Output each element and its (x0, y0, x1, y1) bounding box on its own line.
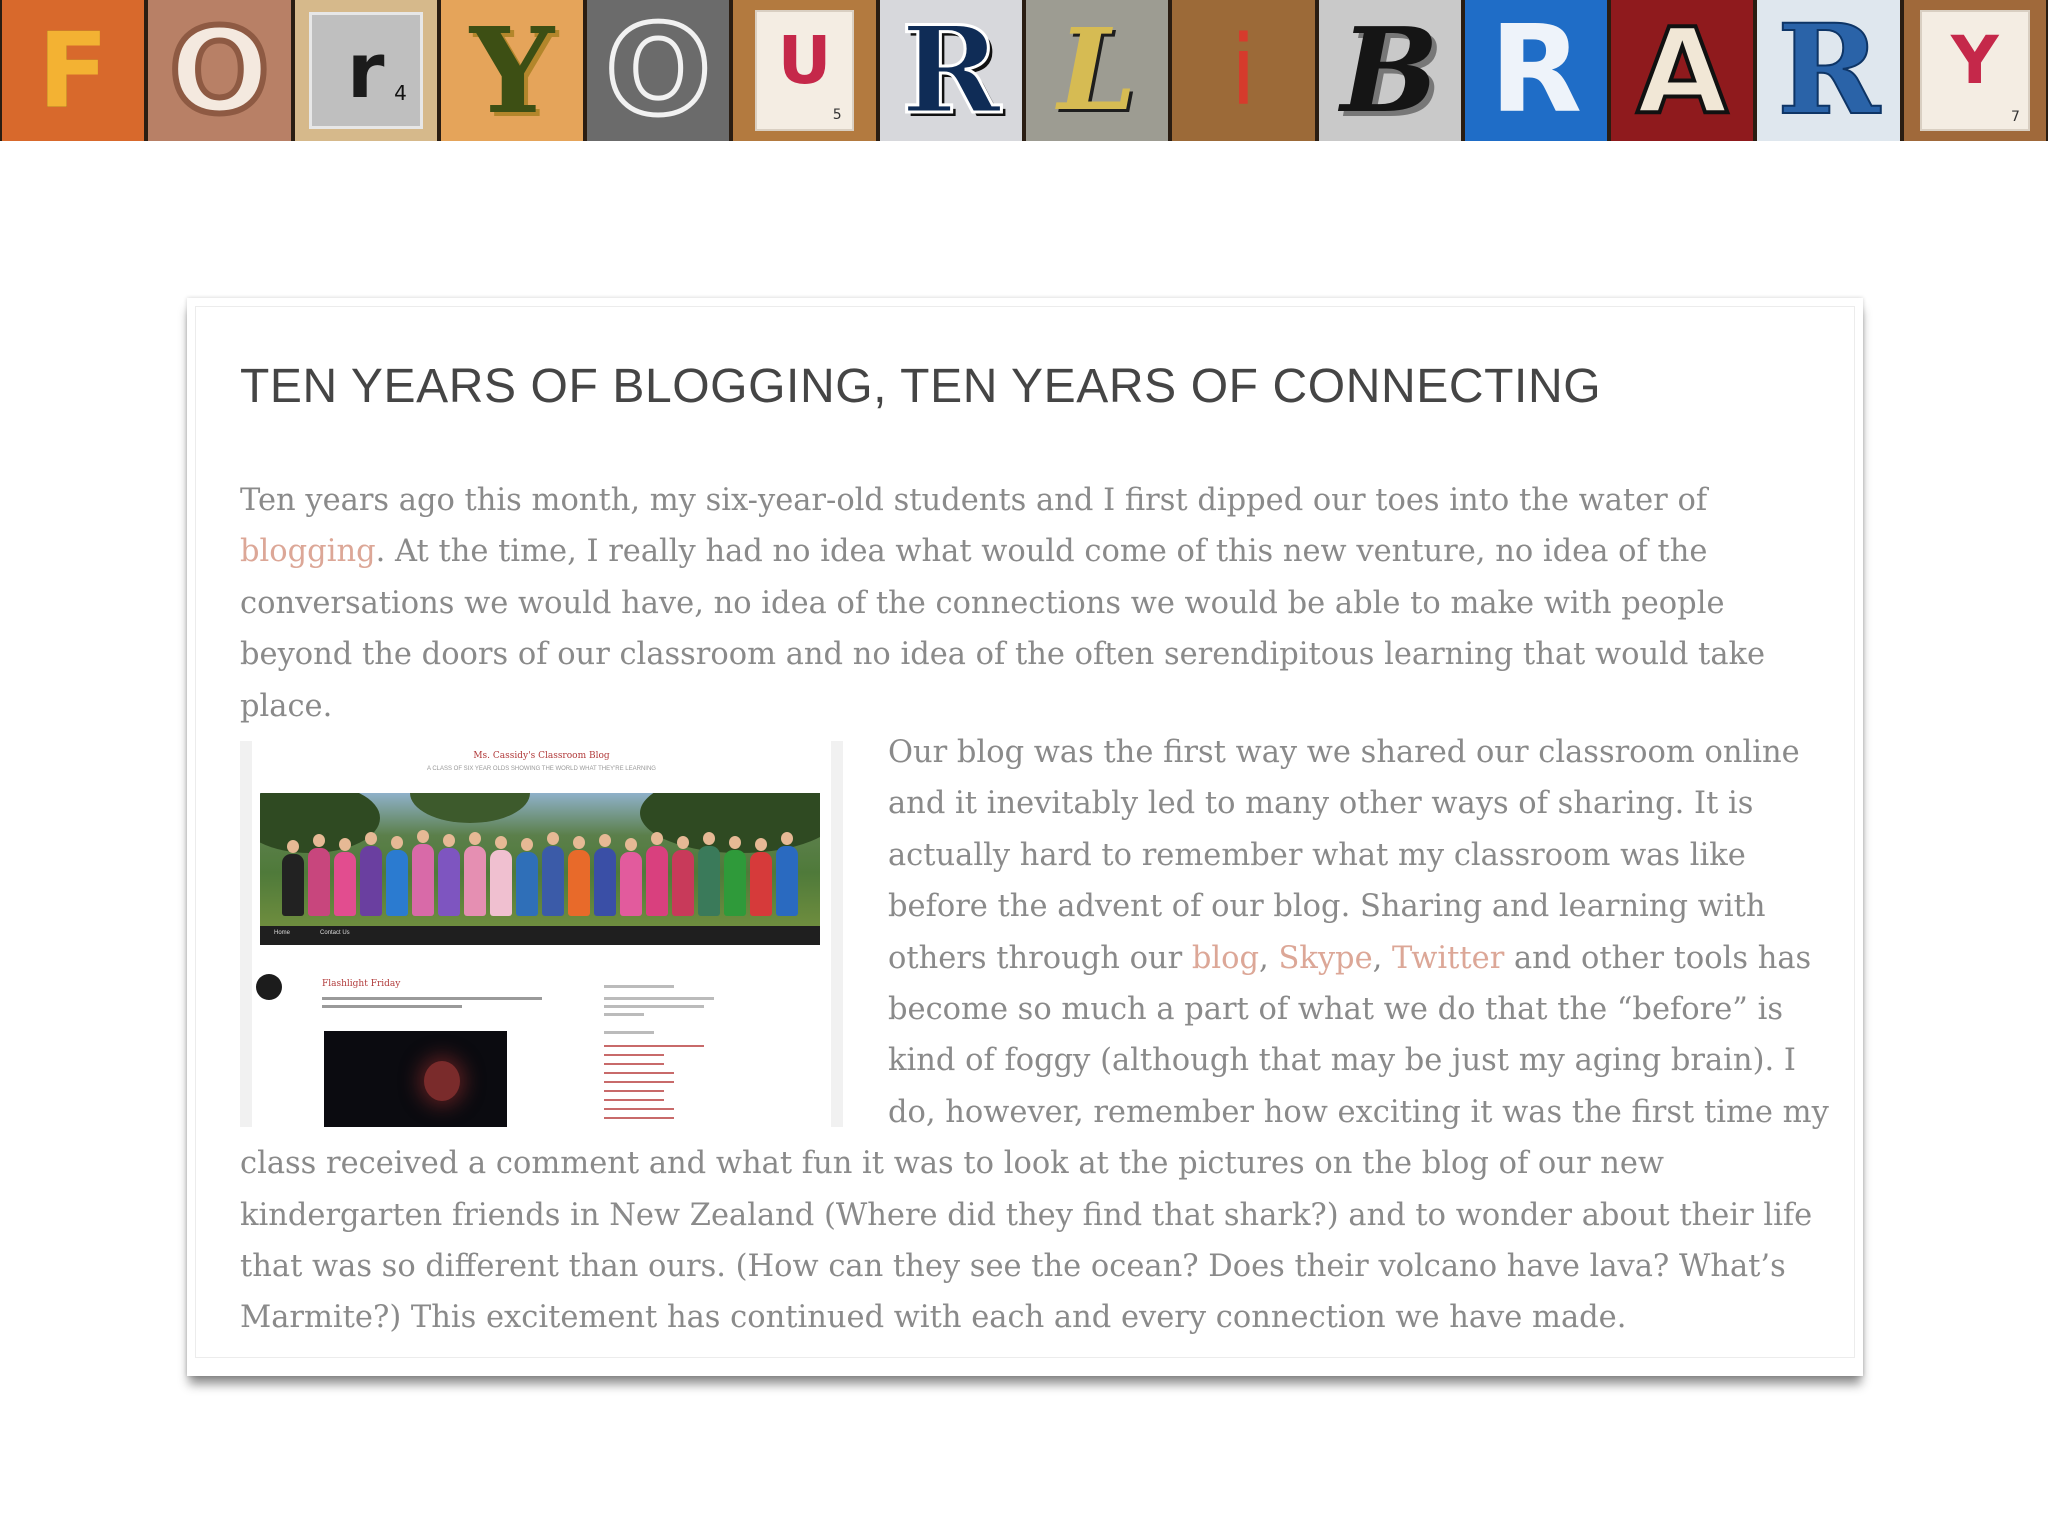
blog-tagline: A CLASS OF SIX YEAR OLDS SHOWING THE WORLD WHAT THEY'RE LEARNING (427, 766, 656, 772)
letter-tile (439, 0, 585, 141)
blog-page-preview (252, 741, 831, 1127)
post-date-badge (256, 974, 282, 1000)
tile-letter: i (1230, 14, 1257, 127)
blog-nav-home: Home (274, 930, 291, 936)
blogging-link[interactable]: blogging (240, 534, 376, 570)
body-paragraph (240, 727, 1840, 1344)
tile-letter: L (1057, 4, 1137, 136)
letter-tile (1170, 0, 1316, 141)
tile-letter: R (1776, 0, 1881, 141)
tile-letter: O (605, 0, 711, 141)
letter-tile (1317, 0, 1463, 141)
tile-letter: F (37, 9, 109, 132)
blog-title: Ms. Cassidy's Classroom Blog (473, 751, 610, 761)
post-title: Flashlight Friday (322, 979, 401, 989)
tile-letter: Y (469, 0, 555, 140)
letter-tile (1609, 0, 1755, 141)
article-card (187, 298, 1863, 1376)
letter-tile (1463, 0, 1609, 141)
letter-tile (1755, 0, 1901, 141)
tile-letter: O (169, 1, 270, 140)
paragraph-text: Our blog was the first way we shared our classroom online and it inevitably led to many other ways of sharing. It is actually hard to remember what my classroom was like before the advent of our blog. Sharing and learning with others through our (888, 735, 1800, 976)
post-photo (324, 1031, 507, 1127)
tile-letter: B (1340, 2, 1439, 139)
separator: , (1259, 940, 1279, 976)
letter-tile (585, 0, 731, 141)
tile-letter: R (1489, 0, 1583, 140)
letter-tile (878, 0, 1024, 141)
tile-number: 4 (394, 81, 407, 105)
tile-number: 7 (2011, 109, 2020, 125)
letter-tile (293, 0, 439, 141)
blog-link[interactable]: blog (1191, 940, 1260, 976)
tile-letter: r (346, 25, 385, 115)
separator: , (1372, 940, 1393, 976)
letter-tile (1024, 0, 1170, 141)
tile-number: 5 (832, 107, 842, 123)
paragraph-text: . At the time, I really had no idea what would come of this new venture, no idea of the conversations we would have, no idea of the connections we would be able to make with people beyond the doors of our classroom and no idea of the often serendipitous learning that would take place. (240, 534, 1766, 724)
article-title: TEN YEARS OF BLOGGING, TEN YEARS OF CONNECTING (240, 360, 1602, 413)
intro-paragraph (240, 475, 1800, 732)
blog-nav-bar (260, 926, 820, 945)
classroom-blog-screenshot (240, 741, 843, 1127)
tile-letter: R (900, 0, 1001, 141)
tile-letter: U (777, 21, 832, 99)
paragraph-text: Ten years ago this month, my six-year-old students and I first dipped our toes into the water of (240, 483, 1708, 518)
article-frame (195, 306, 1855, 1358)
skype-link[interactable]: Skype (1278, 940, 1373, 976)
tile-letter: Y (1950, 21, 1999, 99)
twitter-link[interactable]: Twitter (1392, 940, 1505, 976)
blog-nav-contact: Contact Us (320, 930, 350, 936)
tile-letter: A (1636, 1, 1728, 140)
paragraph-text: and other tools has become so much a part of what we do that the “before” is kind of foggy (although that may be just my aging brain). I do, however, remember how exciting it was the first time my class received a comment and what fun it was to look at the pictures on the blog of our new kindergarten friends in New Zealand (Where did they find that shark?) and to wonder about their life that was so different than ours. (How can they see the ocean? Does their volcano have lava? What’s Marmite?) This excitement has continued with each and every connection we have made. (240, 940, 1829, 1336)
letter-tile (0, 0, 146, 141)
letter-tile (1902, 0, 2048, 141)
letter-tile (731, 0, 877, 141)
letter-tile (146, 0, 292, 141)
class-photo (260, 793, 820, 926)
letter-tile-banner (0, 0, 2048, 141)
